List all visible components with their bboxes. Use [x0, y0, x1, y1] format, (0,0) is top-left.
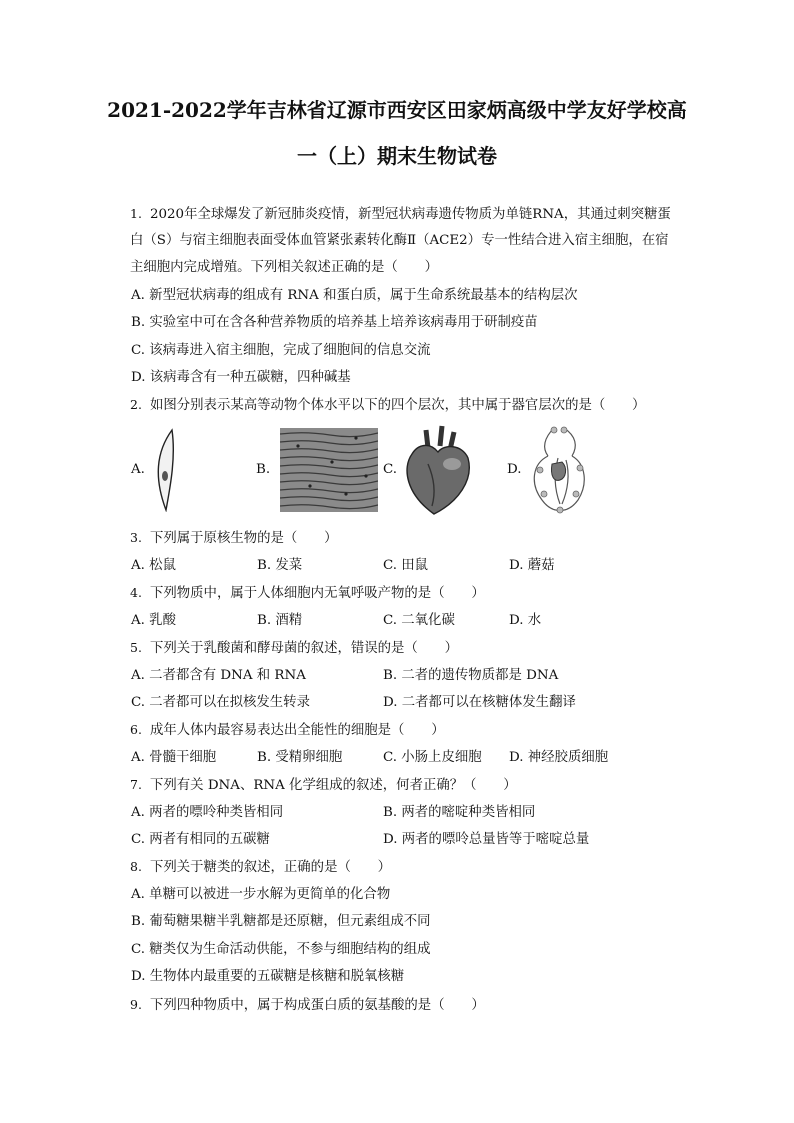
option-c: C. 田鼠 [383, 558, 429, 573]
question-number: 5. [130, 640, 142, 655]
option-c: C. 糖类仅为生命活动供能，不参与细胞结构的组成 [131, 942, 431, 957]
option-d: D. 二者都可以在核糖体发生翻译 [383, 695, 576, 710]
question-number: 4. [130, 585, 142, 600]
image-label-c: C. [383, 462, 398, 477]
question-stem: 成年人体内最容易表达出全能性的细胞是（ ） [150, 723, 445, 738]
question-number: 3. [130, 530, 142, 545]
question-number: 7. [130, 777, 142, 792]
option-d: D. 水 [509, 613, 542, 628]
question-stem: 下列四种物质中，属于构成蛋白质的氨基酸的是（ ） [150, 998, 485, 1013]
option-d: D. 该病毒含有一种五碳糖，四种碱基 [131, 370, 351, 385]
title-line-1: 2021-2022学年吉林省辽源市西安区田家炳高级中学友好学校高 [107, 98, 687, 122]
question-number: 9. [130, 997, 142, 1012]
option-b: B. 受精卵细胞 [257, 750, 343, 765]
option-a: A. 两者的嘌呤种类皆相同 [131, 805, 284, 820]
option-b: B. 发菜 [257, 558, 303, 573]
option-d: D. 两者的嘌呤总量皆等于嘧啶总量 [383, 832, 590, 847]
question-stem: 下列物质中，属于人体细胞内无氧呼吸产物的是（ ） [150, 586, 485, 601]
question-number: 6. [130, 722, 142, 737]
option-c: C. 该病毒进入宿主细胞，完成了细胞间的信息交流 [131, 343, 431, 358]
option-d: D. 生物体内最重要的五碳糖是核糖和脱氧核糖 [131, 969, 405, 984]
option-c: C. 二氧化碳 [383, 613, 455, 628]
question-stem-line: 2020年全球爆发了新冠肺炎疫情，新型冠状病毒遗传物质为单链RNA，其通过刺突糖蛋 [150, 207, 671, 222]
option-a: A. 松鼠 [131, 558, 176, 573]
question-number: 1. [130, 206, 142, 221]
option-a: A. 二者都含有 DNA 和 RNA [131, 668, 306, 683]
option-c: C. 两者有相同的五碳糖 [131, 832, 270, 847]
option-d: D. 神经胶质细胞 [509, 750, 609, 765]
question-number: 2. [130, 397, 142, 412]
question-number: 8. [130, 859, 142, 874]
option-a: A. 新型冠状病毒的组成有 RNA 和蛋白质，属于生命系统最基本的结构层次 [131, 288, 578, 303]
title-line-2: 一（上）期末生物试卷 [297, 144, 497, 168]
option-b: B. 酒精 [257, 613, 303, 628]
option-b: B. 葡萄糖果糖半乳糖都是还原糖，但元素组成不同 [131, 914, 431, 929]
option-d: D. 蘑菇 [509, 558, 555, 573]
option-a: A. 乳酸 [131, 613, 176, 628]
option-a: A. 单糖可以被进一步水解为更简单的化合物 [131, 887, 391, 902]
option-b: B. 二者的遗传物质都是 DNA [383, 668, 559, 683]
tissue-image [280, 428, 378, 512]
image-label-b: B. [256, 462, 271, 477]
question-stem: 如图分别表示某高等动物个体水平以下的四个层次，其中属于器官层次的是（ ） [150, 398, 646, 413]
option-b: B. 两者的嘧啶种类皆相同 [383, 805, 536, 820]
option-a: A. 骨髓干细胞 [131, 750, 217, 765]
organ-system-image [524, 424, 594, 518]
question-stem: 下列关于糖类的叙述，正确的是（ ） [150, 860, 392, 875]
option-c: C. 小肠上皮细胞 [383, 750, 482, 765]
image-label-d: D. [507, 462, 522, 477]
option-c: C. 二者都可以在拟核发生转录 [131, 695, 310, 710]
question-stem: 下列属于原核生物的是（ ） [150, 531, 338, 546]
cell-image [150, 428, 180, 512]
option-b: B. 实验室中可在含各种营养物质的培养基上培养该病毒用于研制疫苗 [131, 315, 538, 330]
question-stem: 下列关于乳酸菌和酵母菌的叙述，错误的是（ ） [150, 641, 458, 656]
question-stem-line: 主细胞内完成增殖。下列相关叙述正确的是（ ） [130, 260, 438, 275]
heart-image [398, 424, 478, 516]
question-stem: 下列有关 DNA、RNA 化学组成的叙述，何者正确？（ ） [150, 778, 517, 793]
image-label-a: A. [131, 462, 145, 477]
question-stem-line: 白（S）与宿主细胞表面受体血管紧张素转化酶Ⅱ（ACE2）专一性结合进入宿主细胞，在宿 [130, 233, 669, 248]
